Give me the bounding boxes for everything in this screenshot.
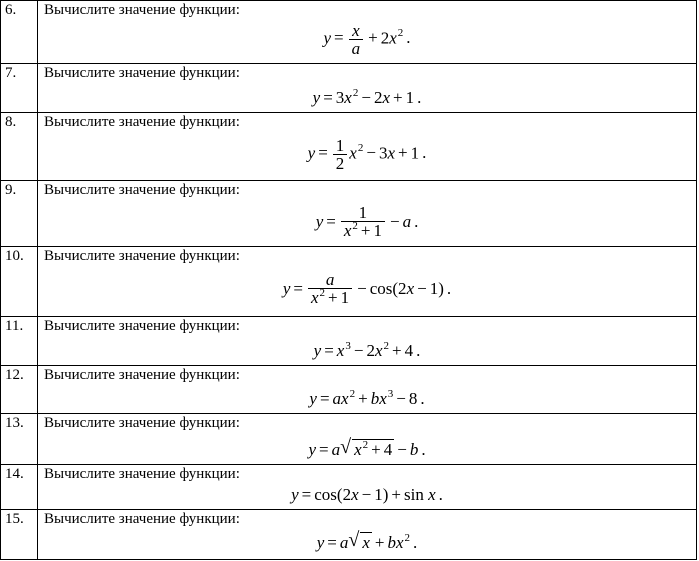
task-prompt: Вычислите значение функции:: [44, 367, 240, 383]
table-row: [1, 1, 697, 64]
task-cell: [38, 366, 697, 414]
row-number: 6.: [1, 1, 38, 64]
task-cell: [38, 247, 697, 317]
task-cell: [38, 181, 697, 247]
table-row: [1, 317, 697, 366]
formula: y = $\frac{x}{a}$ + $2x^2$ .: [323, 21, 411, 58]
row-number: 9.: [1, 181, 38, 247]
formula: y = $\frac{a}{x^2 + 1}$ − cos(2x − 1) .: [282, 270, 452, 307]
table-row: [1, 247, 697, 317]
task-cell: [38, 465, 697, 510]
table-row: [1, 414, 697, 465]
task-cell: [38, 64, 697, 113]
table-row: [1, 465, 697, 510]
formula: y = cos(2x − 1) + sin x .: [291, 485, 443, 504]
row-number: 14.: [1, 465, 38, 510]
task-prompt: Вычислите значение функции:: [44, 2, 240, 18]
row-number: 15.: [1, 510, 38, 560]
table-row: [1, 510, 697, 560]
task-prompt: Вычислите значение функции:: [44, 415, 240, 431]
formula: $y = ax^2 + bx^3 - 8$ .: [309, 388, 425, 408]
table-row: [1, 181, 697, 247]
row-number: 12.: [1, 366, 38, 414]
task-prompt: Вычислите значение функции:: [44, 248, 240, 264]
task-prompt: Вычислите значение функции:: [44, 65, 240, 81]
table-row: [1, 64, 697, 113]
formula: $y = x^3 - 2x^2 + 4$ .: [313, 340, 421, 360]
task-cell: [38, 113, 697, 181]
formula: y = $\frac{1}{2}$ $x^2 - 3x + 1$ .: [307, 136, 427, 173]
task-cell: [38, 317, 697, 366]
task-cell: [38, 414, 697, 465]
row-number: 11.: [1, 317, 38, 366]
task-cell: [38, 510, 697, 560]
row-number: 8.: [1, 113, 38, 181]
formula: y = a √ $x^2 + 4 - b$ .: [308, 436, 426, 459]
task-prompt: Вычислите значение функции:: [44, 511, 240, 527]
row-number: 13.: [1, 414, 38, 465]
task-prompt: Вычислите значение функции:: [44, 114, 240, 130]
task-cell: [38, 1, 697, 64]
row-number: 10.: [1, 247, 38, 317]
formula: y = $\frac{1}{x^2 + 1}$ − a .: [315, 203, 419, 240]
task-prompt: Вычислите значение функции:: [44, 466, 240, 482]
formula: $y = 3x^2 - 2x + 1$ .: [312, 87, 422, 107]
table-row: [1, 366, 697, 414]
task-prompt: Вычислите значение функции:: [44, 182, 240, 198]
table-row: [1, 113, 697, 181]
formula: y = a √ $x + bx^2$ .: [316, 529, 418, 552]
task-prompt: Вычислите значение функции:: [44, 318, 240, 334]
row-number: 7.: [1, 64, 38, 113]
